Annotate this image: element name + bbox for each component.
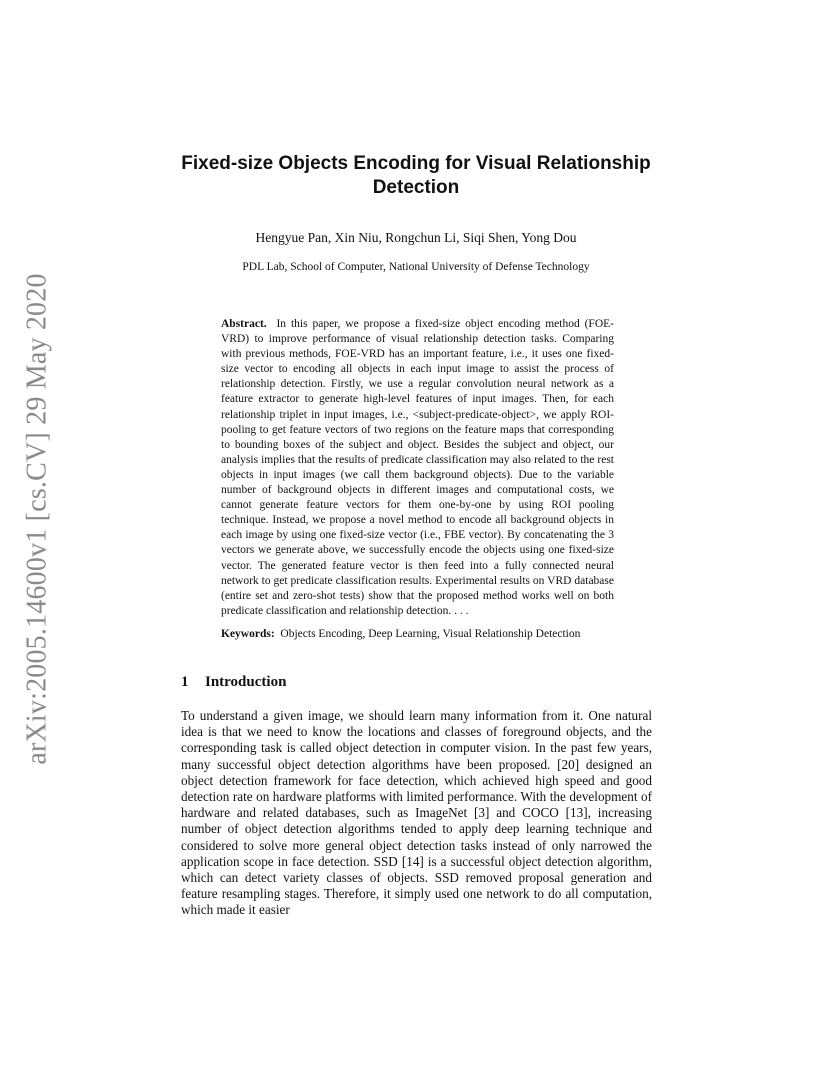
abstract-text: In this paper, we propose a fixed-size object encoding method (FOE-VRD) to improve performance of visual relationship detection tasks. Comparing with previous methods, FOE-VRD has an important feature, i.e., it uses one fixed-size vector to encoding all objects in each input image to assist the process of relationship detection. Firstly, we use a regular convolution neural network as a feature extractor to generate high-level features of input images. Then, for each relationship triplet in input images, i.e., <subject-predicate-object>, we apply ROI-pooling to get feature vectors of two regions on the feature maps that corresponding to bounding boxes of the subject and object. Besides the subject and object, our analysis implies that the results of predicate classification may also related to the rest objects in input images (we call them background objects). Due to the variable number of background objects in different images and computational costs, we cannot generate feature vectors for them one-by-one by using ROI pooling technique. Instead, we propose a novel method to encode all background objects in each image by using one fixed-size vector (i.e., FBE vector). By concatenating the 3 vectors we generate above, we successfully encode the objects using one fixed-size vector. The generated feature vector is then feed into a fully connected neural network to get predicate classification results. Experimental results on VRD database (entire set and zero-shot tests) show that the proposed method works well on both predicate classification and relationship detection. . . . [221,318,614,617]
section-title: Introduction [205,674,287,690]
citation-link[interactable]: [14] [401,853,424,869]
intro-paragraph [181,708,652,919]
citation-link[interactable]: [13] [565,805,588,821]
intro-text-1: To understand a given image, we should learn many information from it. One natural idea is that we need to know the locations and classes of foreground objects, and the corresponding task is called object detection in computer vision. In the past few years, many successful object detection algorithms have been proposed. [181,708,652,772]
abstract [221,317,614,619]
citation-link[interactable]: [3] [473,805,490,821]
citation-link[interactable]: [20] [557,756,580,772]
intro-text-4: , increasing number of object detection algorithms tended to apply deep learning technique and considered to solve more general object detection tasks instead of only narrowed the application scope in face detection. SSD [181,805,652,869]
section-heading [181,672,286,692]
keywords-text: Objects Encoding, Deep Learning, Visual Relationship Detection [280,628,581,640]
arxiv-identifier: arXiv:2005.14600v1 [cs.CV] 29 May 2020 [22,273,54,765]
abstract-label: Abstract. [221,318,267,330]
author-list: Hengyue Pan, Xin Niu, Rongchun Li, Siqi Shen, Yong Dou [255,230,577,245]
keywords-label: Keywords: [221,628,275,640]
section-number: 1 [181,674,189,690]
paper-title: Fixed-size Objects Encoding for Visual Relationship Detection [181,153,651,198]
intro-text-2: designed an object detection framework for face detection, which achieved high speed and good detection rate on hardware platforms with limited performance. With the development of hardware and related databases, such as ImageNet [181,756,653,821]
keywords [221,627,614,642]
intro-text-3: and COCO [489,805,566,821]
affiliation: PDL Lab, School of Computer, National University of Defense Technology [242,261,590,273]
arxiv-side-stamp [20,273,56,765]
intro-text-5: is a successful object detection algorithm, which can detect variety classes of objects. SSD removed proposal generation and feature resampling stages. Therefore, it simply used one network to do all computation, which made it easier [181,853,652,918]
